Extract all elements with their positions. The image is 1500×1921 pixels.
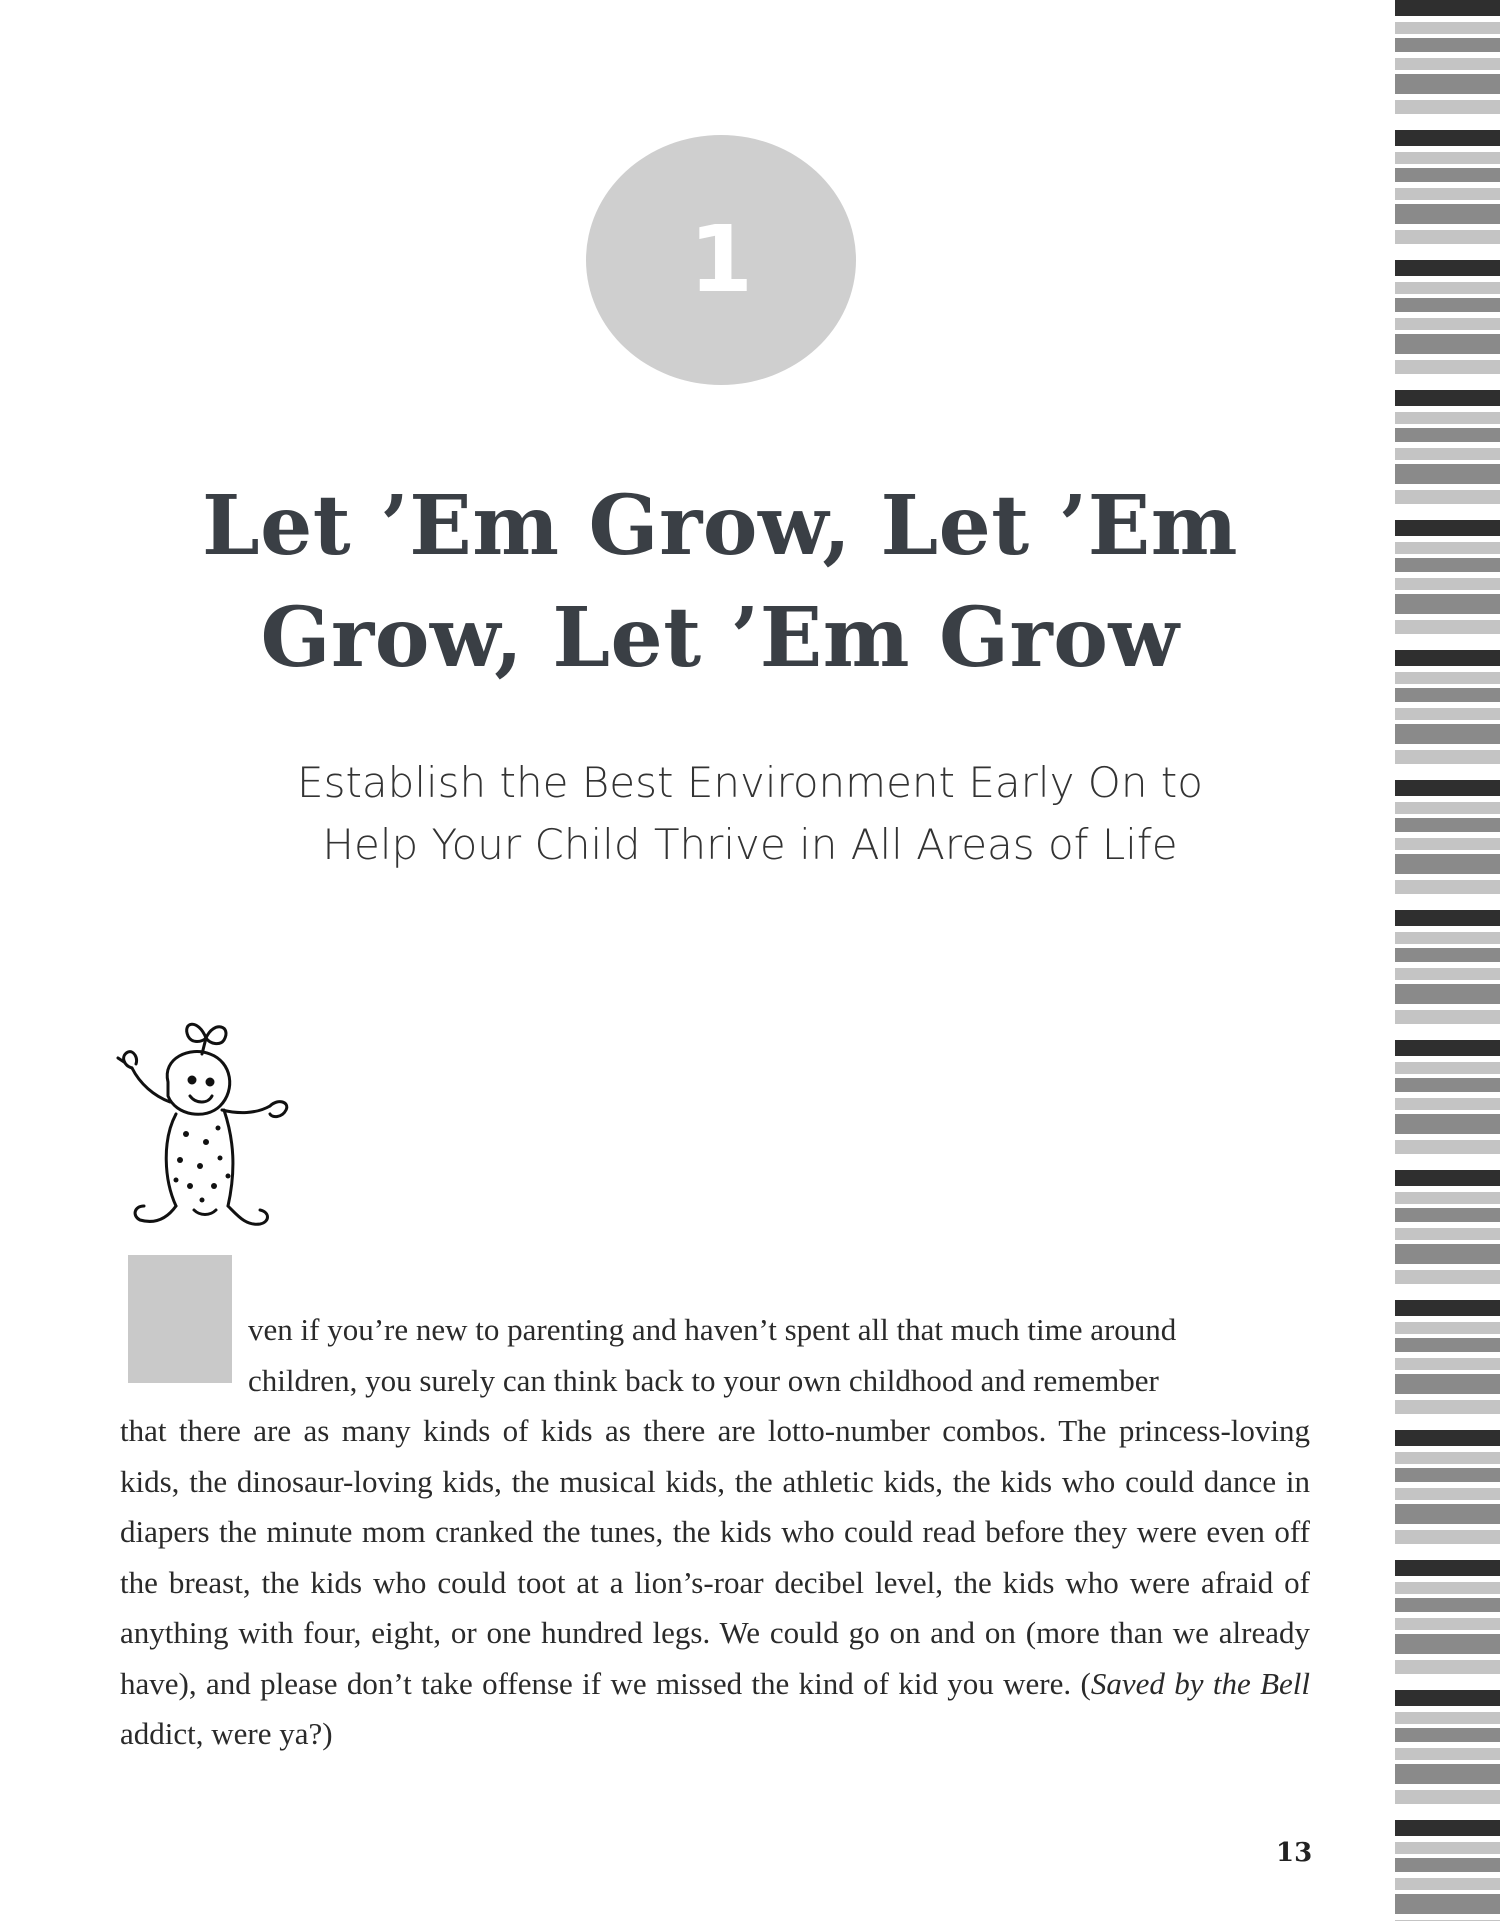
stripe-bar [1395, 38, 1500, 52]
stripe-bar [1395, 910, 1500, 926]
stripe-bar [1395, 360, 1500, 374]
stripe-bar [1395, 1452, 1500, 1464]
stripe-bar [1395, 1062, 1500, 1074]
chapter-subtitle-line-2: Help Your Child Thrive in All Areas of Life [322, 820, 1178, 869]
stripe-bar [1395, 688, 1500, 702]
stripe-bar [1395, 1878, 1500, 1890]
stripe-bar [1395, 1322, 1500, 1334]
stripe-bar [1395, 1170, 1500, 1186]
stripe-bar [1395, 818, 1500, 832]
body-line-2: children, you surely can think back to your own childhood and remember [248, 1362, 1159, 1398]
stripe-bar [1395, 1300, 1500, 1316]
stripe-bar [1395, 298, 1500, 312]
chapter-title [120, 470, 1320, 694]
stripe-bar [1395, 750, 1500, 764]
stripe-bar [1395, 1192, 1500, 1204]
body-text: that there are as many kinds of kids as there are lotto-number combos. The princess-loving kids, the dinosaur-loving kids, the musical kids, the athletic kids, the kids who could dance in diapers the minute mom cranked the tunes, the kids who could read before they were even off the breast, the kids who could toot at a lion’s-roar decibel level, the kids who were afraid of anything with four, eight, or one hundred legs. We could go on and on (more than we already have), and please don’t take offense if we missed the kind of kid you were. ( [120, 1413, 1310, 1701]
stripe-bar [1395, 1338, 1500, 1352]
stripe-bar [1395, 318, 1500, 330]
baby-illustration-icon [110, 1010, 310, 1260]
stripe-bar [1395, 650, 1500, 666]
stripe-bar [1395, 1114, 1500, 1134]
stripe-bar [1395, 542, 1500, 554]
stripe-bar [1395, 520, 1500, 536]
stripe-bar [1395, 74, 1500, 94]
chapter-title-line-2: Grow, Let ’Em Grow [260, 590, 1180, 686]
stripe-bar [1395, 1228, 1500, 1240]
body-line-1: ven if you’re new to parenting and haven’t spent all that much time around [248, 1312, 1177, 1347]
stripe-bar [1395, 390, 1500, 406]
stripe-bar [1395, 204, 1500, 224]
stripe-bar [1395, 1400, 1500, 1414]
chapter-number-circle [586, 135, 856, 385]
stripe-bar [1395, 1728, 1500, 1742]
chapter-number: 1 [688, 206, 753, 313]
stripe-bar [1395, 464, 1500, 484]
stripe-bar [1395, 58, 1500, 70]
stripe-bar [1395, 1660, 1500, 1674]
stripe-bar [1395, 1560, 1500, 1576]
stripe-bar [1395, 1712, 1500, 1724]
stripe-bar [1395, 152, 1500, 164]
stripe-bar [1395, 932, 1500, 944]
stripe-bar [1395, 1098, 1500, 1110]
stripe-bar [1395, 1858, 1500, 1872]
stripe-bar [1395, 880, 1500, 894]
stripe-bar [1395, 594, 1500, 614]
stripe-bar [1395, 1374, 1500, 1394]
stripe-bar [1395, 948, 1500, 962]
chapter-subtitle-line-1: Establish the Best Environment Early On to [297, 758, 1203, 807]
stripe-bar [1395, 1358, 1500, 1370]
stripe-bar [1395, 558, 1500, 572]
stripe-bar [1395, 1764, 1500, 1784]
stripe-bar [1395, 1208, 1500, 1222]
stripe-bar [1395, 282, 1500, 294]
stripe-bar [1395, 1582, 1500, 1594]
stripe-bar [1395, 1468, 1500, 1482]
stripe-bar [1395, 334, 1500, 354]
stripe-bar [1395, 100, 1500, 114]
stripe-bar [1395, 838, 1500, 850]
stripe-bar [1395, 448, 1500, 460]
stripe-bar [1395, 428, 1500, 442]
stripe-bar [1395, 1690, 1500, 1706]
stripe-bar [1395, 412, 1500, 424]
stripe-bar [1395, 490, 1500, 504]
stripe-bar [1395, 984, 1500, 1004]
body-text-end: addict, were ya?) [120, 1716, 333, 1751]
stripe-bar [1395, 1530, 1500, 1544]
stripe-bar [1395, 1430, 1500, 1446]
stripe-bar [1395, 1598, 1500, 1612]
stripe-bar [1395, 724, 1500, 744]
stripe-bar [1395, 708, 1500, 720]
stripe-bar [1395, 1618, 1500, 1630]
stripe-bar [1395, 230, 1500, 244]
chapter-title-line-1: Let ’Em Grow, Let ’Em [201, 478, 1239, 574]
stripe-bar [1395, 168, 1500, 182]
stripe-bar [1395, 780, 1500, 796]
stripe-bar [1395, 802, 1500, 814]
stripe-bar [1395, 578, 1500, 590]
stripe-bar [1395, 260, 1500, 276]
stripe-bar [1395, 1504, 1500, 1524]
stripe-bar [1395, 1078, 1500, 1092]
stripe-bar [1395, 188, 1500, 200]
side-stripes-decoration [1395, 0, 1500, 1921]
stripe-bar [1395, 1244, 1500, 1264]
stripe-bar [1395, 130, 1500, 146]
stripe-bar [1395, 672, 1500, 684]
page-number: 13 [1276, 1838, 1313, 1868]
show-title: Saved by the Bell [1090, 1665, 1311, 1701]
stripe-bar [1395, 1140, 1500, 1154]
body-paragraph [120, 1305, 1310, 1760]
stripe-bar [1395, 22, 1500, 34]
stripe-bar [1395, 1842, 1500, 1854]
stripe-bar [1395, 1790, 1500, 1804]
stripe-bar [1395, 1894, 1500, 1914]
stripe-bar [1395, 1488, 1500, 1500]
chapter-subtitle [180, 752, 1320, 876]
stripe-bar [1395, 1010, 1500, 1024]
stripe-bar [1395, 854, 1500, 874]
stripe-bar [1395, 0, 1500, 16]
stripe-bar [1395, 1820, 1500, 1836]
stripe-bar [1395, 620, 1500, 634]
stripe-bar [1395, 1748, 1500, 1760]
stripe-bar [1395, 968, 1500, 980]
stripe-bar [1395, 1270, 1500, 1284]
stripe-bar [1395, 1634, 1500, 1654]
stripe-bar [1395, 1040, 1500, 1056]
